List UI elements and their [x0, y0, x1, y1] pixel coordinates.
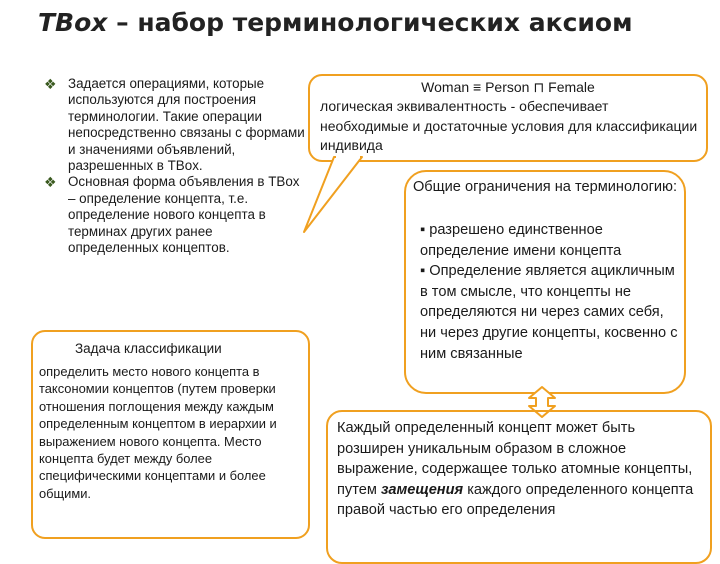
axiom-description: логическая эквивалентность - обеспечивает необходимые и достаточные условия для классификации индивида [320, 98, 698, 153]
title-rest: – набор терминологических аксиом [107, 8, 633, 37]
expansion-box [326, 410, 712, 564]
expansion-text-before: Каждый определенный концепт может быть розширен уникальным образом в сложное выражение, содержащее только атомные концепты, путем [337, 420, 693, 498]
diamond-bullet-icon: ❖ [44, 76, 57, 92]
title-tbox: TBox [38, 8, 108, 37]
restrictions-header: Общие ограничения на терминологию: [412, 179, 678, 195]
diamond-bullet-icon: ❖ [44, 174, 57, 191]
restriction-item: ▪ разрешено единственное определение имени концепта [420, 222, 622, 259]
classification-header: Задача классификации [75, 341, 222, 356]
expansion-text [337, 418, 705, 521]
expansion-text-after: каждого определенного концепта правой частью его определения [337, 481, 694, 519]
bullet-text: Основная форма объявления в TBox – определение концепта, т.е. определение нового концепта в терминах других ранее определенных концептов. [68, 174, 300, 256]
expansion-emphasis: замещения [380, 481, 464, 498]
bullet-text: Задается операциями, которые используются для построения терминологии. Такие операции непосредственно связаны с формами и значениями объявлений, разрешенных в TBox. [68, 76, 305, 174]
classification-text: определить место нового концепта в таксономии концептов (путем проверки отношения поглощения между каждым определенным концептом в иерархии и выражением нового концепта. Место концепта будет между более специфическими концептами и более общими. [39, 364, 277, 501]
restriction-item: ▪ Определение является ацикличным в том смысле, что концепты не определяются ни через самих себя, ни через другие концепты, косвенно с ним связанные [420, 263, 678, 362]
axiom-formula: Woman ≡ Person ⊓ Female [421, 79, 595, 95]
